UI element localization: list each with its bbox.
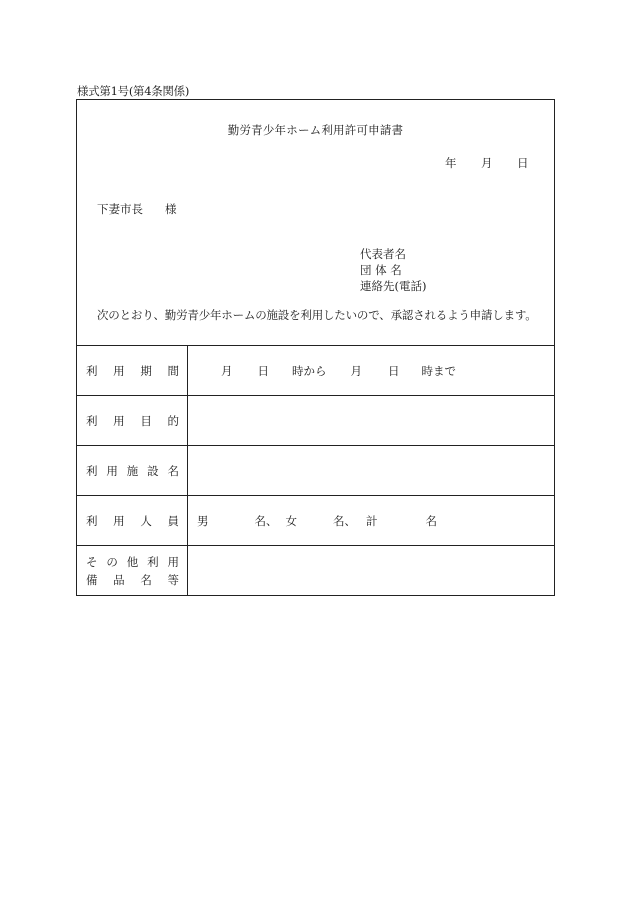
period-day1-label: 日 (257, 363, 269, 378)
period-input-cell[interactable] (188, 346, 555, 396)
addressee-name: 下妻市長 (97, 202, 143, 216)
date-year-label: 年 (445, 156, 457, 170)
form-title: 勤労青少年ホーム利用許可申請書 (227, 123, 404, 137)
representative-label: 代表者名 (360, 247, 406, 261)
form-number-label: 様式第1号(第4条関係) (77, 84, 190, 98)
group-name-label: 団 体 名 (360, 263, 402, 277)
label-char: 設 (147, 463, 159, 478)
period-month1-label: 月 (221, 363, 233, 378)
purpose-header (77, 396, 188, 446)
request-statement: 次のとおり、勤労青少年ホームの施設を利用したいので、承認されるよう申請します。 (97, 308, 537, 322)
label-char: 員 (167, 513, 179, 528)
label-char: 的 (167, 413, 179, 428)
date-month-label: 月 (481, 156, 493, 170)
label-char: 用 (113, 513, 125, 528)
label-char: の (106, 554, 118, 569)
total-unit-label: 名 (425, 513, 437, 528)
label-char: 目 (140, 413, 152, 428)
label-char: 等 (167, 572, 179, 587)
application-form (76, 99, 555, 596)
application-table (77, 345, 554, 595)
label-char: 期 (140, 363, 152, 378)
female-unit-label: 名、 (333, 513, 356, 528)
facility-header (77, 446, 188, 496)
contact-phone-label: 連絡先(電話) (360, 279, 427, 293)
table-row-purpose (77, 396, 554, 446)
male-label: 男 (197, 513, 209, 528)
table-row-facility (77, 446, 554, 496)
label-char: 利 (147, 554, 159, 569)
label-char: 名 (167, 463, 179, 478)
label-char: 用 (113, 413, 125, 428)
label-char: 利 (86, 363, 98, 378)
period-from-label: 時から (292, 363, 327, 378)
other-equipment-input-cell[interactable] (188, 546, 555, 596)
label-char: 間 (167, 363, 179, 378)
period-until-label: 時まで (421, 363, 456, 378)
period-header (77, 346, 188, 396)
table-row-period (77, 346, 554, 396)
male-unit-label: 名、 (254, 513, 278, 528)
label-char: 施 (126, 463, 139, 478)
label-char: 利 (86, 463, 98, 478)
table-row-people (77, 496, 554, 546)
addressee-honorific: 様 (165, 202, 177, 216)
people-header (77, 496, 188, 546)
label-char: 用 (113, 363, 125, 378)
total-label: 計 (366, 513, 378, 528)
addressee (97, 201, 177, 217)
date-day-label: 日 (517, 156, 529, 170)
facility-input-cell[interactable] (188, 446, 555, 496)
purpose-input-cell[interactable] (188, 396, 555, 446)
label-char: 品 (113, 572, 125, 587)
label-char: 用 (167, 554, 179, 569)
period-day2-label: 日 (388, 363, 400, 378)
other-equipment-header (77, 546, 188, 596)
label-char: 他 (126, 554, 139, 569)
label-char: 利 (86, 513, 98, 528)
label-char: 名 (140, 572, 152, 587)
label-char: そ (86, 554, 98, 569)
table-row-other (77, 546, 554, 596)
period-month2-label: 月 (350, 363, 362, 378)
label-char: 人 (140, 513, 152, 528)
label-char: 利 (86, 413, 98, 428)
label-char: 備 (86, 572, 98, 587)
people-input-cell[interactable] (188, 496, 555, 546)
female-label: 女 (285, 513, 297, 528)
applicant-block (360, 246, 426, 294)
label-char: 用 (106, 463, 118, 478)
